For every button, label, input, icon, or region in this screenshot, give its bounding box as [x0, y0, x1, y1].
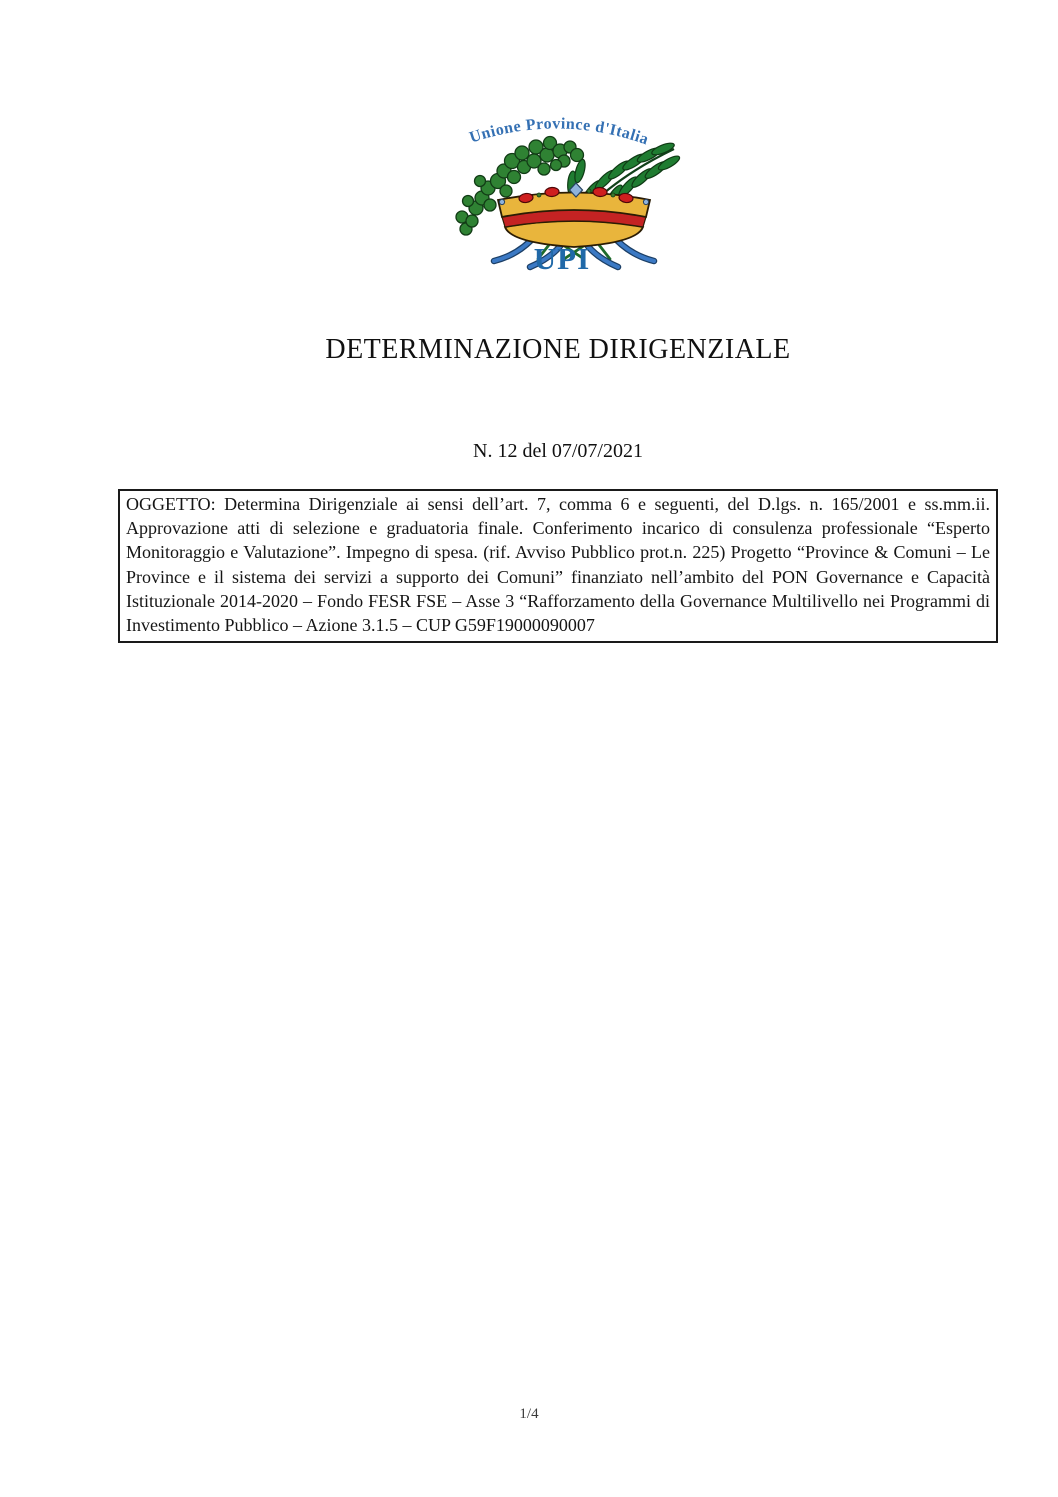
document-number-line: N. 12 del 07/07/2021 [473, 440, 643, 462]
page-number: 1/4 [519, 1406, 539, 1422]
upi-acronym: UPI [533, 241, 591, 275]
document-title: DETERMINAZIONE DIRIGENZIALE [325, 334, 791, 365]
logo-arched-text: Unione Province d'Italia [467, 115, 651, 149]
subject-text: OGGETTO: Determina Dirigenziale ai sensi dell’art. 7, comma 6 e seguenti, del D.lgs. n. 165/2001 e ss.mm.ii. Approvazione atti di selezione e graduatoria finale. Conferimento incarico di consulenza professionale “Esperto Monitoraggio e Valutazione”. Impegno di spesa. (rif. Avviso Pubblico prot.n. 225) Progetto “Province & Comuni – Le Province e il sistema dei servizi a supporto dei Comuni” finanziato nell’ambito del PON Governance e Capacità Istituzionale 2014-2020 – Fondo FESR FSE – Asse 3 “Rafforzamento della Governance Multilivello nei Programmi di Investimento Pubblico – Azione 3.1.5 – CUP G59F19000090007 [126, 494, 990, 636]
upi-logo [452, 103, 682, 275]
subject-box [118, 489, 998, 643]
